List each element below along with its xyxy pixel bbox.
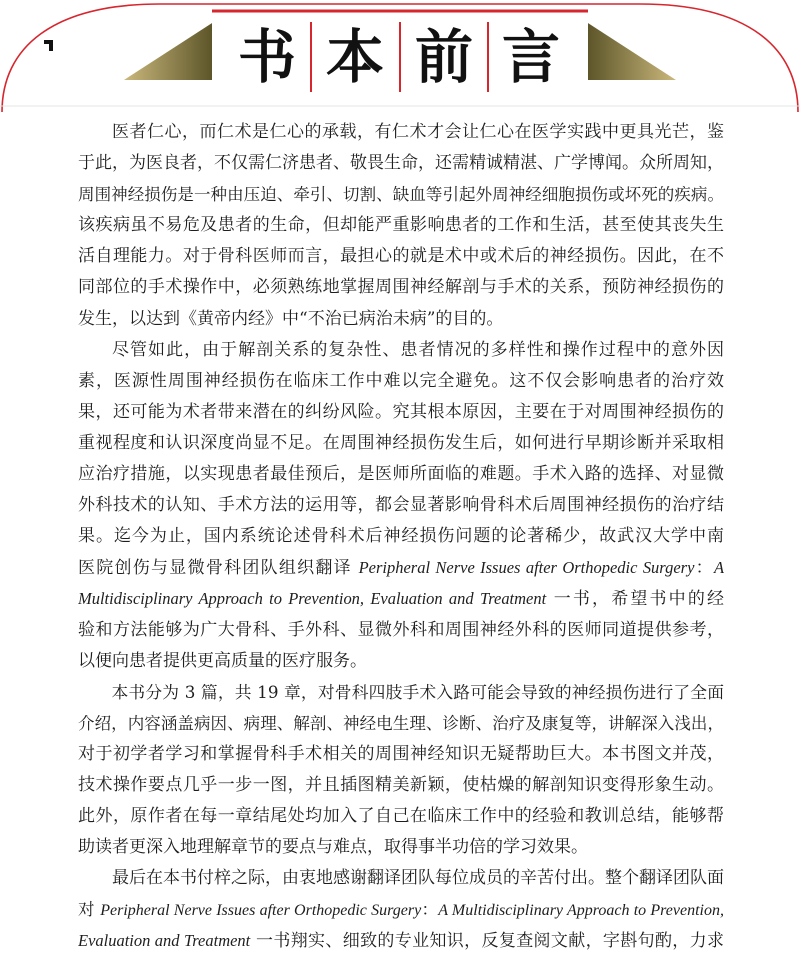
book-title-en: A Multidisciplinary Approach to Prevention, (438, 902, 724, 920)
text-line: 活自理能力。对于骨科医师而言，最担心的就是术中或术后的神经损伤。因此，在不 (78, 246, 724, 267)
text-line: 同部位的手术操作中，必须熟练地掌握周围神经解剖与手术的关系，预防神经损伤的 (78, 277, 724, 298)
left-ribbon-tail (124, 14, 226, 80)
paragraph-3 (78, 677, 724, 864)
corner-mark (44, 40, 53, 51)
title-char: 书 (237, 23, 296, 91)
text-line: 周围神经损伤是一种由压迫、牵引、切割、缺血等引起外周神经细胞损伤或坏死的疾病。 (78, 185, 724, 205)
right-ribbon-tail (574, 14, 676, 80)
title-char: 本 (325, 23, 384, 91)
text-line: 此外，原作者在每一章结尾处均加入了自己在临床工作中的经验和教训总结，能够帮 (78, 806, 724, 827)
text-line: 素，医源性周围神经损伤在临床工作中难以完全避免。这不仅会影响患者的治疗效 (78, 370, 724, 391)
text-line: 技术操作要点几乎一步一图，并且插图精美新颖，使枯燥的解剖知识变得形象生动。 (78, 774, 724, 795)
paragraph-1 (78, 117, 724, 335)
book-title-en: Evaluation and Treatment (78, 931, 251, 951)
text-line: 医者仁心，而仁术是仁心的承载，有仁术才会让仁心在医学实践中更具光芒，鉴 (112, 122, 724, 142)
text-line: 以便向患者提供更高质量的医疗服务。 (78, 650, 367, 671)
text-line (78, 583, 724, 614)
book-title-en: Peripheral Nerve Issues after Orthopedic Surgery (358, 558, 695, 578)
text-line: 尽管如此，由于解剖关系的复杂性、患者情况的多样性和操作过程中的意外因 (112, 339, 724, 360)
text-line: 发生，以达到《黄帝内经》中“不治已病治未病”的目的。 (78, 308, 504, 329)
book-title-en: Peripheral Nerve Issues after Orthopedic Surgery (100, 902, 422, 920)
text-segment: ： (421, 900, 439, 920)
text-line: 本书分为 3 篇，共 19 章，对骨科四肢手术入路可能会导致的神经损伤进行了全面 (111, 681, 724, 702)
text-line: 果。迄今为止，国内系统论述骨科术后神经损伤问题的论著稀少，故武汉大学中南 (78, 526, 724, 547)
text-line: 于此，为医良者，不仅需仁济患者、敬畏生命，还需精诚精湛、广学博闻。众所周知， (78, 153, 724, 174)
text-segment: 一书翔实、细致的专业知识，反复查阅文献，字斟句酌，力求 (250, 931, 724, 952)
text-line: 应治疗措施，以实现患者最佳预后，是医师所面临的难题。手术入路的选择、对显微 (78, 464, 724, 485)
text-line: 重视程度和认识深度尚显不足。在周围神经损伤发生后，如何进行早期诊断并采取相 (78, 432, 724, 453)
text-line (78, 925, 724, 956)
text-line: 该疾病虽不易危及患者的生命，但却能严重影响患者的工作和生活，甚至使其丧失生 (78, 215, 724, 236)
text-line (78, 894, 724, 925)
header-banner (0, 0, 800, 112)
book-title-en: Multidisciplinary Approach to Prevention, Evaluation and Treatment (78, 589, 547, 609)
text-segment: 对 (78, 900, 101, 920)
title-char: 前 (414, 23, 473, 91)
text-segment: 一书，希望书中的经 (546, 589, 724, 610)
title-char: 言 (501, 23, 560, 91)
text-line (78, 552, 724, 583)
text-line: 介绍，内容涵盖病因、病理、解剖、神经电生理、诊断、治疗及康复等，讲解深入浅出， (78, 713, 724, 733)
paragraph-4 (78, 863, 724, 956)
text-segment: ： (694, 558, 714, 579)
text-line: 助读者更深入地理解章节的要点与难点，取得事半功倍的学习效果。 (78, 837, 588, 858)
text-line: 果，还可能为术者带来潜在的纠纷风险。究其根本原因，主要在于对周围神经损伤的 (78, 401, 724, 422)
text-line: 对于初学者学习和掌握骨科手术相关的周围神经知识无疑帮助巨大。本书图文并茂， (78, 743, 724, 764)
banner-graphic (0, 0, 800, 112)
text-line: 外科技术的认知、手术方法的运用等，都会显著影响骨科术后周围神经损伤的治疗结 (78, 495, 724, 516)
text-line: 最后在本书付梓之际，由衷地感谢翻译团队每位成员的辛苦付出。整个翻译团队面 (112, 868, 724, 889)
text-segment: 医院创伤与显微骨科团队组织翻译 (78, 558, 359, 579)
paragraph-2 (78, 335, 724, 677)
text-line: 验和方法能够为广大骨科、手外科、显微外科和周围神经外科的医师同道提供参考， (78, 619, 724, 640)
book-title-en: A (713, 558, 724, 578)
preface-body (78, 117, 724, 957)
